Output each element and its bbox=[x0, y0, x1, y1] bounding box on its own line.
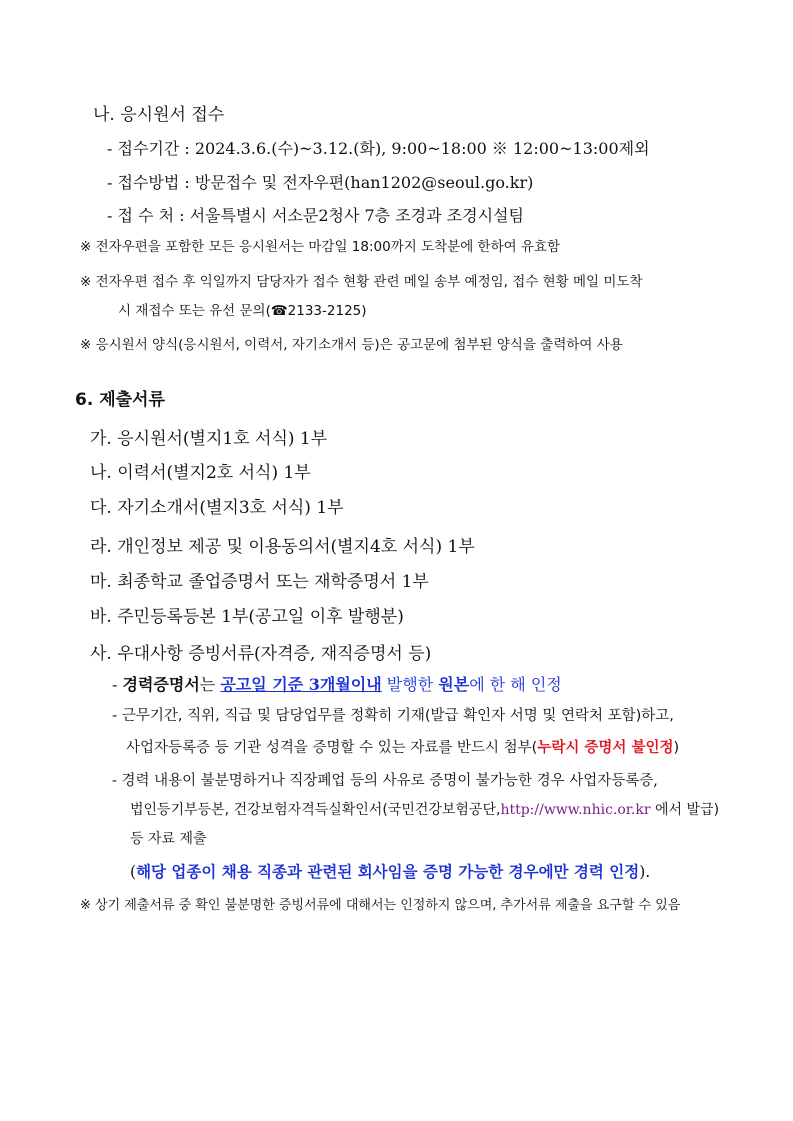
career-rule-1-after: 발행한 bbox=[381, 675, 439, 694]
doc-item-5: 마. 최종학교 졸업증명서 또는 재학증명서 1부 bbox=[90, 572, 429, 592]
final-note: ※ 상기 제출서류 중 확인 불분명한 증빙서류에 대해서는 인정하지 않으며, 추가서류 제출을 요구할 수 있음 bbox=[80, 898, 681, 913]
career-rule-3-cont bbox=[130, 799, 719, 819]
career-rule-2-text: 사업자등록증 등 기관 성격을 증명할 수 있는 자료를 반드시 첨부( bbox=[126, 740, 538, 756]
career-rule-1-prefix: - bbox=[112, 675, 123, 694]
career-relevance-condition: 해당 업종이 채용 직종과 관련된 회사임을 증명 가능한 경우에만 경력 인정 bbox=[136, 862, 640, 881]
receipt-method: - 접수방법 : 방문접수 및 전자우편(han1202@seoul.go.kr) bbox=[107, 173, 534, 192]
career-rule-1 bbox=[112, 672, 562, 695]
section6-title: 6. 제출서류 bbox=[75, 390, 165, 410]
career-rule-1-mid: 는 bbox=[199, 675, 221, 694]
receipt-place: - 접 수 처 : 서울특별시 서소문2청사 7층 조경과 조경시설팀 bbox=[107, 206, 524, 225]
nhic-link[interactable]: http://www.nhic.or.kr bbox=[500, 802, 651, 818]
career-cert-label: 경력증명서 bbox=[122, 675, 200, 694]
career-rule-3-text: 법인등기부등본, 건강보험자격득실확인서(국민건강보험공단, bbox=[130, 802, 501, 818]
career-rule-3-post: 에서 발급) bbox=[650, 802, 720, 818]
note-email-deadline: ※ 전자우편을 포함한 모든 응시원서는 마감일 18:00까지 도착분에 한하여 유효함 bbox=[80, 239, 561, 255]
career-rule-2: - 근무기간, 직위, 직급 및 담당업무를 정확히 기재(발급 확인자 서명 및 연락처 포함)하고, bbox=[112, 708, 674, 724]
career-rule-4-close: ). bbox=[639, 863, 651, 881]
career-validity-period: 공고일 기준 3개월이내 bbox=[220, 675, 382, 694]
career-rule-3-end: 등 자료 제출 bbox=[130, 831, 207, 847]
career-rule-4-open: ( bbox=[130, 863, 137, 881]
doc-item-6: 바. 주민등록등본 1부(공고일 이후 발행분) bbox=[90, 607, 404, 627]
receipt-period: - 접수기간 : 2024.3.6.(수)~3.12.(화), 9:00~18:00 ※ 12:00~13:00제외 bbox=[107, 139, 650, 158]
career-original-label: 원본 bbox=[438, 675, 470, 694]
doc-item-7: 사. 우대사항 증빙서류(자격증, 재직증명서 등) bbox=[90, 644, 432, 664]
career-rule-3: - 경력 내용이 불분명하거나 직장폐업 등의 사유로 증명이 불가능한 경우 사업자등록증, bbox=[112, 773, 658, 789]
career-rule-2-cont bbox=[126, 736, 679, 757]
missing-cert-warning: 누락시 증명서 불인정 bbox=[537, 740, 674, 756]
career-rule-4 bbox=[130, 860, 650, 882]
career-rule-1-end: 에 한 해 인정 bbox=[469, 675, 562, 694]
note-email-confirm: ※ 전자우편 접수 후 익일까지 담당자가 접수 현황 관련 메일 송부 예정임, 접수 현황 메일 미도착 bbox=[80, 274, 643, 290]
note-email-confirm-cont: 시 재접수 또는 유선 문의(☎2133-2125) bbox=[118, 303, 367, 319]
note-form-template: ※ 응시원서 양식(응시원서, 이력서, 자기소개서 등)은 공고문에 첨부된 양식을 출력하여 사용 bbox=[80, 337, 623, 353]
career-rule-2-close: ) bbox=[673, 740, 680, 756]
doc-item-3: 다. 자기소개서(별지3호 서식) 1부 bbox=[90, 498, 344, 518]
doc-item-1: 가. 응시원서(별지1호 서식) 1부 bbox=[90, 429, 328, 449]
section-na-heading: 나. 응시원서 접수 bbox=[93, 105, 225, 125]
doc-item-4: 라. 개인정보 제공 및 이용동의서(별지4호 서식) 1부 bbox=[90, 537, 475, 557]
doc-item-2: 나. 이력서(별지2호 서식) 1부 bbox=[90, 463, 311, 483]
